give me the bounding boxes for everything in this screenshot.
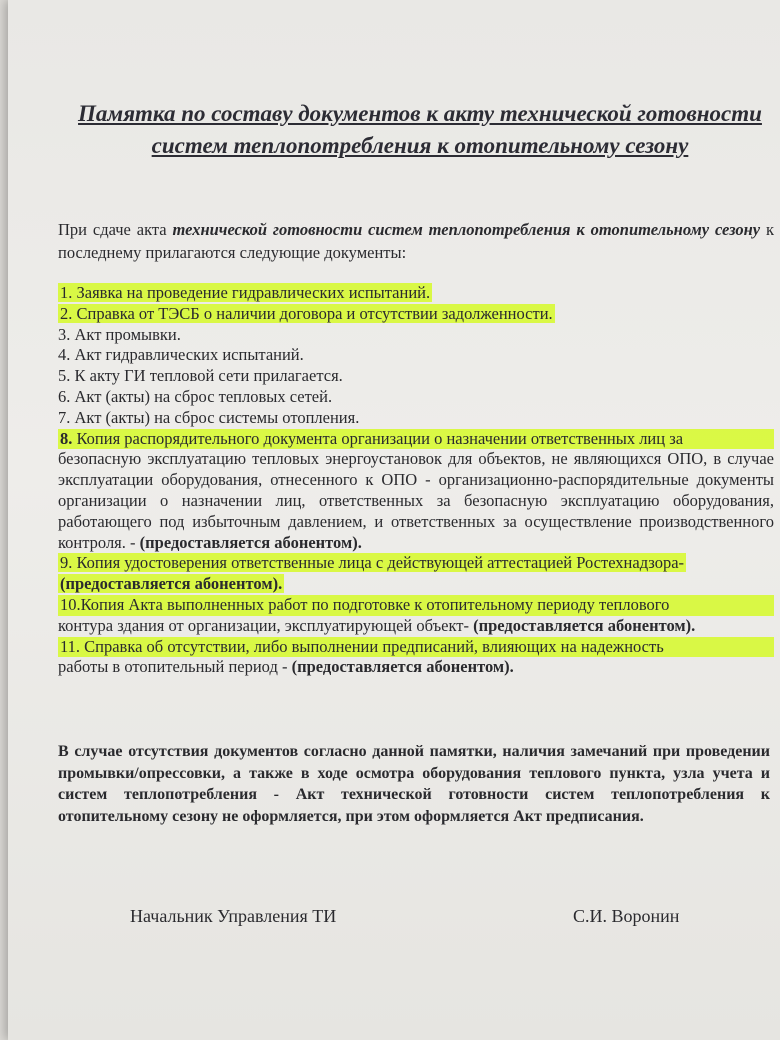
list-item — [58, 345, 774, 366]
list-item-11 — [58, 637, 774, 679]
item8-number: 8. — [60, 428, 73, 448]
intro-prefix: При сдаче акта — [58, 220, 173, 239]
list-item — [58, 325, 774, 346]
item11-highlighted: 11. Справка об отсутствии, либо выполнении предписаний, влияющих на надежность — [58, 637, 774, 658]
list-item-text: 2. Справка от ТЭСБ о наличии договора и отсутствии задолженности. — [60, 303, 553, 323]
item10-highlighted: 10.Копия Акта выполненных работ по подготовке к отопительному периоду теплового — [58, 595, 774, 616]
intro-suffix: к последнему прилагаются следующие документы: — [58, 220, 774, 262]
document-title: Памятка по составу документов к акту технической готовности систем теплопотребления к отопительному сезону — [78, 101, 762, 158]
item8-note: (предоставляется абонентом). — [139, 532, 362, 552]
list-item — [58, 387, 774, 408]
list-item — [58, 283, 774, 304]
closing-paragraph: В случае отсутствия документов согласно данной памятки, наличия замечаний при проведении промывки/опрессовки, а также в ходе осмотра оборудования теплового пункта, узла учета и систем теплопотребления - Акт технической готовности систем теплопотребления к отопительному сезону не оформляется, при этом оформляется Акт предписания. — [58, 743, 770, 825]
list-item-text: 7. Акт (акты) на сброс системы отопления. — [58, 407, 360, 427]
item8-first-line: Копия распорядительного документа организации о назначении ответственных лиц за — [76, 428, 684, 448]
list-item — [58, 408, 774, 429]
item11-body: работы в отопительный период - — [58, 657, 292, 677]
item8-highlighted — [58, 429, 774, 450]
list-item-text: 6. Акт (акты) на сброс тепловых сетей. — [58, 386, 333, 406]
list-item-text: 1. Заявка на проведение гидравлических испытаний. — [60, 283, 431, 302]
signature-position: Начальник Управления ТИ — [130, 906, 337, 926]
list-item-text: 3. Акт промывки. — [58, 324, 181, 344]
list-item-text: 5. К акту ГИ тепловой сети прилагается. — [58, 366, 343, 386]
intro-emphasis: технической готовности систем теплопотребления к отопительному сезону — [172, 220, 761, 239]
intro-paragraph — [58, 218, 774, 264]
item8-body: безопасную эксплуатацию тепловых энергоустановок для объектов, не являющихся ОПО, в случае эксплуатации оборудования, отнесенного к ОПО - организационно-распорядительные документы организации о назначении лиц, ответственных за безопасную эксплуатацию оборудования, работающего под избыточным давлением, и ответственных за осуществление производственного контроля. - — [58, 449, 774, 552]
list-item — [58, 304, 774, 325]
list-item-10 — [58, 595, 774, 637]
item11-note: (предоставляется абонентом). — [291, 657, 514, 677]
item10-body: контура здания от организации, эксплуатирующей объект- — [58, 615, 474, 635]
list-item-9 — [58, 553, 774, 595]
signature-name: С.И. Воронин — [573, 906, 680, 926]
documents-list — [58, 283, 774, 678]
item9-note: (предоставляется абонентом). — [60, 574, 283, 594]
list-item-text: 4. Акт гидравлических испытаний. — [58, 345, 304, 365]
item10-note: (предоставляется абонентом). — [473, 615, 696, 635]
item9-highlighted: 9. Копия удостоверения ответственные лица с действующей аттестацией Ростехнадзора- — [60, 553, 685, 573]
list-item-8 — [58, 429, 774, 554]
list-item — [58, 366, 774, 387]
